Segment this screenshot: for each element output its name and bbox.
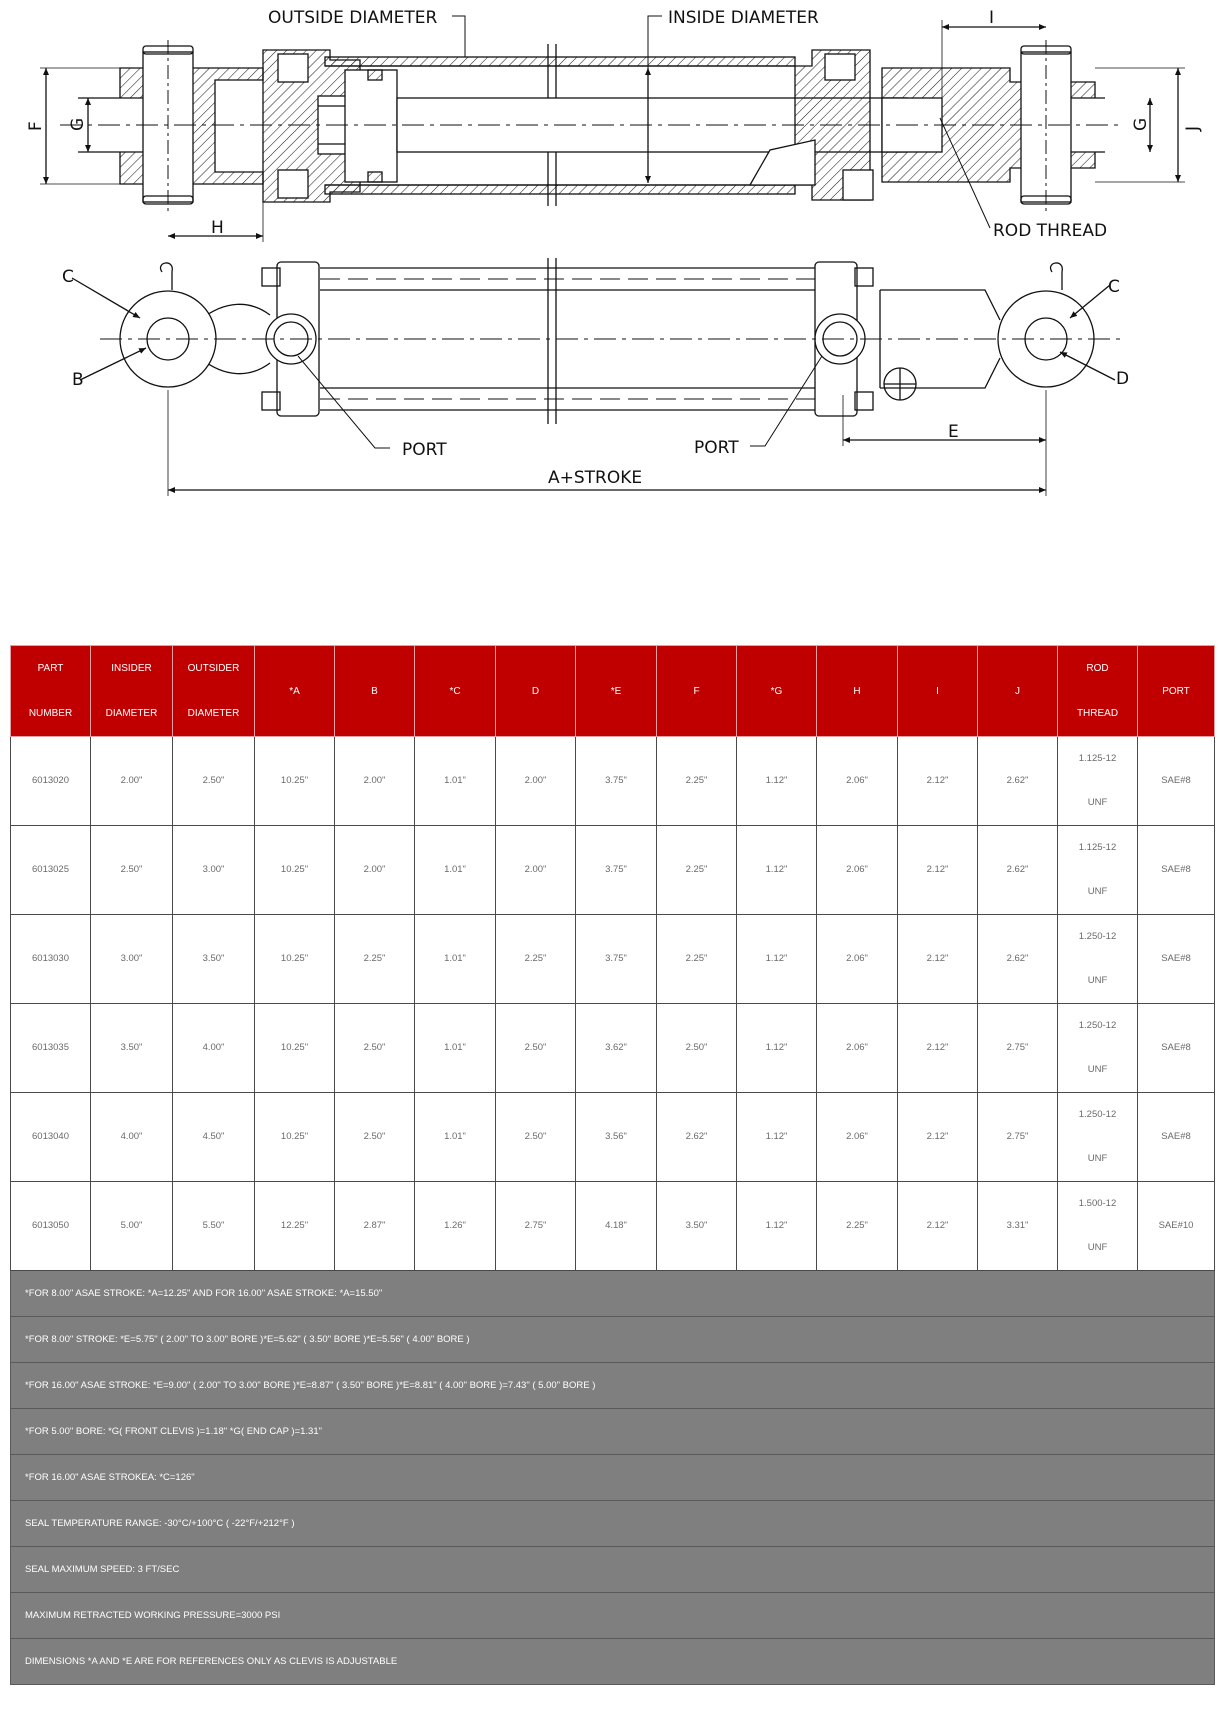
cell-f: 2.25" [657,826,737,915]
note-text: *FOR 5.00" BORE: *G( FRONT CLEVIS )=1.18" *G( END CAP )=1.31" [11,1409,1215,1455]
cell-h: 2.06" [817,1004,898,1093]
cell-c: 1.01" [415,737,496,826]
cell-part-number: 6013050 [11,1182,91,1271]
note-text: SEAL TEMPERATURE RANGE: -30°C/+100°C ( -22°F/+212°F ) [11,1501,1215,1547]
dim-d-label: D [1116,369,1130,389]
cell-c: 1.01" [415,915,496,1004]
dim-i-label: I [989,8,995,28]
dim-c-right-label: C [1108,277,1120,297]
header-g: *G [737,646,817,737]
header-insider-diameter: INSIDER DIAMETER [91,646,173,737]
cell-j: 2.62" [978,915,1058,1004]
cell-rod-thread: 1.125-12 UNF [1058,737,1138,826]
cell-j: 2.62" [978,826,1058,915]
cell-port: SAE#8 [1138,1004,1215,1093]
cell-rod-thread: 1.125-12 UNF [1058,826,1138,915]
cell-b: 2.00" [335,737,415,826]
cell-e: 3.62" [576,1004,657,1093]
cell-outsider-diameter: 3.00" [173,826,255,915]
cell-outsider-diameter: 4.00" [173,1004,255,1093]
cell-a: 10.25" [255,1004,335,1093]
cell-i: 2.12" [898,737,978,826]
cell-i: 2.12" [898,915,978,1004]
header-c: *C [415,646,496,737]
cell-port: SAE#10 [1138,1182,1215,1271]
cell-outsider-diameter: 4.50" [173,1093,255,1182]
outside-diameter-label: OUTSIDE DIAMETER [268,8,438,28]
cell-f: 3.50" [657,1182,737,1271]
cell-j: 2.75" [978,1004,1058,1093]
note-text: *FOR 16.00" ASAE STROKE: *E=9.00" ( 2.00" TO 3.00" BORE )*E=8.87" ( 3.50" BORE )*E=8.81" ( 4.00" BORE )=7.43" ( 5.00" BORE ) [11,1363,1215,1409]
cell-h: 2.06" [817,915,898,1004]
note-row [11,1547,1215,1593]
cell-part-number: 6013020 [11,737,91,826]
cell-f: 2.25" [657,737,737,826]
cell-outsider-diameter: 3.50" [173,915,255,1004]
cell-part-number: 6013035 [11,1004,91,1093]
dim-g-right-label: G [1131,117,1151,131]
cell-c: 1.01" [415,826,496,915]
cell-d: 2.00" [496,826,576,915]
inside-diameter-label: INSIDE DIAMETER [668,8,819,28]
dim-j-label: J [1183,125,1203,131]
dim-g-left-label: G [68,117,88,131]
cell-e: 4.18" [576,1182,657,1271]
table-row [11,915,1215,1004]
note-text: DIMENSIONS *A AND *E ARE FOR REFERENCES ONLY AS CLEVIS IS ADJUSTABLE [11,1639,1215,1685]
rod-thread-label: ROD THREAD [993,221,1108,241]
cell-j: 2.75" [978,1093,1058,1182]
header-d: D [496,646,576,737]
note-text: *FOR 8.00" STROKE: *E=5.75" ( 2.00" TO 3.00" BORE )*E=5.62" ( 3.50" BORE )*E=5.56" ( 4.00" BORE ) [11,1317,1215,1363]
cell-a: 10.25" [255,826,335,915]
cell-g: 1.12" [737,737,817,826]
note-row [11,1593,1215,1639]
note-row [11,1271,1215,1317]
cell-port: SAE#8 [1138,737,1215,826]
cell-rod-thread: 1.250-12 UNF [1058,915,1138,1004]
cell-i: 2.12" [898,1093,978,1182]
cell-insider-diameter: 3.00" [91,915,173,1004]
cell-g: 1.12" [737,915,817,1004]
dim-b-label: B [72,370,84,390]
table-row [11,1093,1215,1182]
header-port: PORT [1138,646,1215,737]
cell-part-number: 6013030 [11,915,91,1004]
cell-j: 3.31" [978,1182,1058,1271]
cell-a: 10.25" [255,1093,335,1182]
note-text: *FOR 8.00" ASAE STROKE: *A=12.25" AND FOR 16.00" ASAE STROKE: *A=15.50" [11,1271,1215,1317]
dim-e-label: E [948,422,959,442]
cell-i: 2.12" [898,1004,978,1093]
dim-h-label: H [211,218,224,238]
header-part-number: PART NUMBER [11,646,91,737]
specification-table [10,645,1215,1685]
cell-e: 3.56" [576,1093,657,1182]
note-row [11,1639,1215,1685]
cell-insider-diameter: 2.00" [91,737,173,826]
cell-c: 1.01" [415,1093,496,1182]
cell-f: 2.50" [657,1004,737,1093]
cell-e: 3.75" [576,826,657,915]
note-text: MAXIMUM RETRACTED WORKING PRESSURE=3000 PSI [11,1593,1215,1639]
table-row [11,826,1215,915]
cell-b: 2.50" [335,1093,415,1182]
header-h: H [817,646,898,737]
cell-f: 2.25" [657,915,737,1004]
note-row [11,1363,1215,1409]
cell-b: 2.25" [335,915,415,1004]
cell-rod-thread: 1.500-12 UNF [1058,1182,1138,1271]
cell-b: 2.50" [335,1004,415,1093]
header-j: J [978,646,1058,737]
cell-e: 3.75" [576,737,657,826]
cell-g: 1.12" [737,1093,817,1182]
cell-d: 2.25" [496,915,576,1004]
cell-h: 2.06" [817,737,898,826]
cell-rod-thread: 1.250-12 UNF [1058,1004,1138,1093]
header-f: F [657,646,737,737]
note-text: SEAL MAXIMUM SPEED: 3 FT/SEC [11,1547,1215,1593]
cell-c: 1.26" [415,1182,496,1271]
cell-part-number: 6013040 [11,1093,91,1182]
cell-i: 2.12" [898,1182,978,1271]
port-left-label: PORT [402,440,447,460]
header-row [11,646,1215,737]
note-row [11,1409,1215,1455]
table-row [11,1182,1215,1271]
cell-g: 1.12" [737,1182,817,1271]
header-i: I [898,646,978,737]
cell-h: 2.25" [817,1182,898,1271]
cell-d: 2.50" [496,1004,576,1093]
cell-port: SAE#8 [1138,826,1215,915]
cell-g: 1.12" [737,1004,817,1093]
cell-insider-diameter: 5.00" [91,1182,173,1271]
header-b: B [335,646,415,737]
cell-part-number: 6013025 [11,826,91,915]
cell-d: 2.00" [496,737,576,826]
cell-e: 3.75" [576,915,657,1004]
note-row [11,1317,1215,1363]
cell-d: 2.75" [496,1182,576,1271]
cylinder-technical-drawing [0,0,1221,560]
specification-rows [11,737,1215,1685]
cell-c: 1.01" [415,1004,496,1093]
header-a: *A [255,646,335,737]
cell-insider-diameter: 4.00" [91,1093,173,1182]
cell-port: SAE#8 [1138,915,1215,1004]
cell-rod-thread: 1.250-12 UNF [1058,1093,1138,1182]
side-view [72,258,1120,496]
cell-outsider-diameter: 5.50" [173,1182,255,1271]
cell-g: 1.12" [737,826,817,915]
table-row [11,1004,1215,1093]
table-row [11,737,1215,826]
cell-a: 12.25" [255,1182,335,1271]
cell-b: 2.87" [335,1182,415,1271]
cell-h: 2.06" [817,826,898,915]
cell-port: SAE#8 [1138,1093,1215,1182]
cell-i: 2.12" [898,826,978,915]
note-row [11,1455,1215,1501]
cell-a: 10.25" [255,915,335,1004]
section-view [40,16,1185,242]
cell-j: 2.62" [978,737,1058,826]
cell-f: 2.62" [657,1093,737,1182]
a-stroke-label: A+STROKE [548,468,643,488]
cell-insider-diameter: 2.50" [91,826,173,915]
note-text: *FOR 16.00" ASAE STROKEA: *C=126" [11,1455,1215,1501]
dim-f-label: F [26,121,46,131]
note-row [11,1501,1215,1547]
header-outsider-diameter: OUTSIDER DIAMETER [173,646,255,737]
cell-a: 10.25" [255,737,335,826]
header-e: *E [576,646,657,737]
cell-b: 2.00" [335,826,415,915]
header-rod-thread: ROD THREAD [1058,646,1138,737]
cell-h: 2.06" [817,1093,898,1182]
port-right-label: PORT [694,438,739,458]
cell-d: 2.50" [496,1093,576,1182]
dim-c-left-label: C [62,267,74,287]
cell-outsider-diameter: 2.50" [173,737,255,826]
cell-insider-diameter: 3.50" [91,1004,173,1093]
